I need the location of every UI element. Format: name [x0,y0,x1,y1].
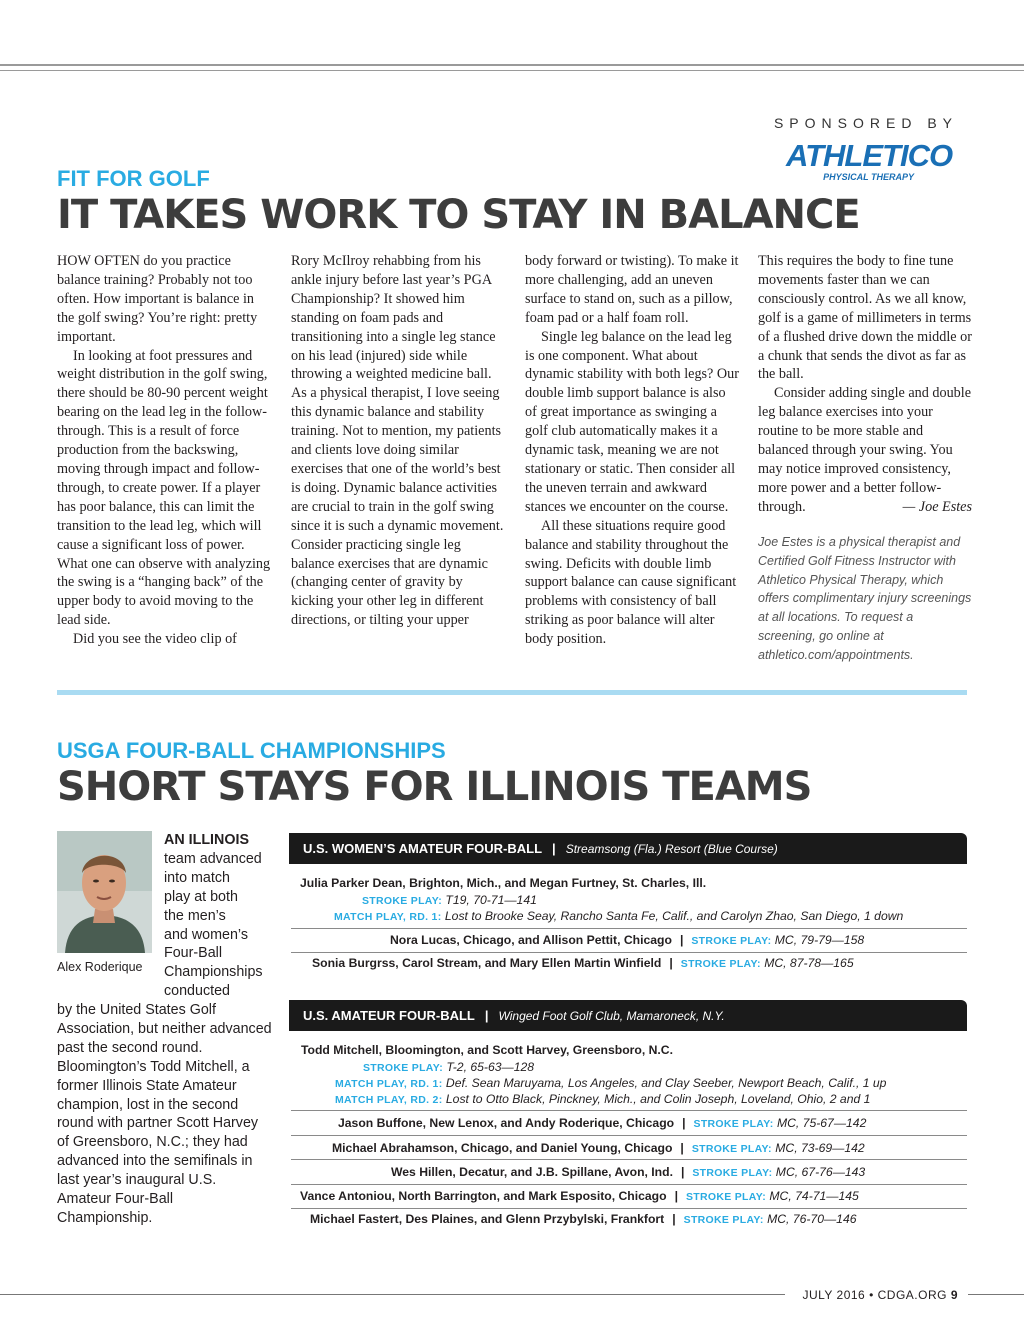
match-play-value: Def. Sean Maruyama, Los Angeles, and Clay Seeber, Newport Beach, Calif., 1 up [445,1076,887,1090]
story-line: team advanced [164,850,262,867]
story-lead: AN ILLINOIS [164,832,249,848]
footer-rule-right [968,1294,1024,1295]
mens-mp1-row [335,1076,886,1090]
top-rule [0,64,1024,66]
footer-rule-left [0,1294,785,1295]
stroke-label: STROKE PLAY: [363,1062,444,1074]
separator: | [682,1116,686,1130]
stroke-value: MC, 79-79—158 [774,933,865,947]
stroke-value: MC, 73-69—142 [775,1141,865,1155]
footer-site: CDGA.ORG [877,1288,947,1302]
womens-result-row [390,933,864,947]
stroke-label: STROKE PLAY: [693,1118,774,1130]
match-play-value: Lost to Brooke Seay, Rancho Santa Fe, Calif., and Carolyn Zhao, San Diego, 1 down [444,909,904,923]
mens-stroke-row [363,1060,534,1074]
story-line: conducted [164,983,230,1000]
photo-caption: Alex Roderique [57,960,143,974]
page-number: 9 [950,1288,958,1302]
mens-header-bar [289,1000,967,1031]
stroke-value: MC, 67-76—143 [775,1165,866,1179]
row-divider [291,1135,967,1136]
match-play-label: MATCH PLAY, RD. 1: [334,911,442,923]
separator: | [679,933,684,947]
paragraph: This requires the body to fine tune movements faster than we can consciously control. As we all know, golf is a game of millimeters in terms of a flushed drive down the middle or a chunk that sends the divot as far as the ball. [758,253,972,383]
paragraph-text: Consider adding single and double leg balance exercises into your routine to be more stable and balanced through your swing. You may notice improved consistency, more power and a better follow-through. [758,385,972,515]
sponsor-label: SPONSORED BY [773,115,958,131]
article1-col2 [291,252,505,630]
team-name: Michael Fastert, Des Plaines, and Glenn Przybylski, Frankfort [310,1212,665,1226]
stroke-value: MC, 87-78—165 [764,956,854,970]
team-name: Vance Antoniou, North Barrington, and Mark Esposito, Chicago [300,1189,667,1203]
team-name: Sonia Burgrss, Carol Stream, and Mary Ellen Martin Winfield [312,956,662,970]
womens-stroke-row [362,893,537,907]
womens-venue: Streamsong (Fla.) Resort (Blue Course) [565,842,778,856]
mens-result-row [332,1141,865,1155]
article2-kicker: USGA FOUR-BALL CHAMPIONSHIPS [57,738,446,763]
top-rule-thin [0,70,1024,71]
paragraph [758,384,972,516]
row-divider [291,1208,967,1209]
portrait-image [57,831,152,953]
footer-issue: JULY 2016 [802,1288,866,1302]
team-name: Wes Hillen, Decatur, and J.B. Spillane, Avon, Ind. [391,1165,673,1179]
mens-mp2-row [335,1092,870,1106]
story-wrap [164,831,274,1001]
paragraph: All these situations require good balance and stability throughout the swing. Deficits with double limb support balance can cause significant problems with consistency of ball striking as poor balance will alter body position. [525,517,737,648]
stroke-value: MC, 75-67—142 [776,1116,867,1130]
paragraph: Did you see the video clip of [73,631,237,648]
section-divider [57,690,967,695]
match-play-label: MATCH PLAY, RD. 1: [335,1078,443,1090]
stroke-value: MC, 74-71—145 [769,1189,859,1203]
match-play-label: MATCH PLAY, RD. 2: [335,1094,443,1106]
story-line: into match [164,869,230,886]
row-divider [291,928,967,929]
mens-result-row [300,1189,859,1203]
separator: | [674,1189,678,1203]
story-line: Championships [164,964,263,981]
stroke-label: STROKE PLAY: [680,958,761,970]
team-name: Jason Buffone, New Lenox, and Andy Roderique, Chicago [338,1116,675,1130]
stroke-label: STROKE PLAY: [685,1191,767,1203]
player-photo [57,831,152,953]
mens-result-row [391,1165,865,1179]
stroke-label: STROKE PLAY: [362,895,443,907]
stroke-label: STROKE PLAY: [692,1167,773,1179]
stroke-value: T19, 70-71—141 [445,893,537,907]
row-divider [291,952,967,953]
article1-col3 [525,252,739,649]
stroke-label: STROKE PLAY: [691,1143,772,1155]
separator: | [672,1212,676,1226]
separator: | [484,1008,489,1023]
footer-bullet: • [869,1288,874,1302]
article1-kicker: FIT FOR GOLF [57,166,210,191]
womens-title: U.S. WOMEN’S AMATEUR FOUR-BALL [303,841,543,856]
logo-name: ATHLETICO [786,138,953,173]
match-play-value: Lost to Otto Black, Pinckney, Mich., and Colin Joseph, Loveland, Ohio, 2 and 1 [445,1092,871,1106]
author-signature: — Joe Estes [902,498,972,515]
stroke-label: STROKE PLAY: [683,1214,764,1226]
paragraph: HOW OFTEN do you practice balance training? Probably not too often. How important is balance in the golf swing? You’re right: pretty important. [57,253,258,345]
row-divider [291,1184,967,1185]
article1-headline: IT TAKES WORK TO STAY IN BALANCE [57,192,860,238]
womens-lead-team: Julia Parker Dean, Brighton, Mich., and Megan Furtney, St. Charles, Ill. [300,876,707,890]
team-name: Nora Lucas, Chicago, and Allison Pettit, Chicago [390,933,672,947]
stroke-value: MC, 76-70—146 [767,1212,857,1226]
mens-result-row [338,1116,866,1130]
separator: | [680,1141,684,1155]
article1-col1 [57,252,271,649]
story-line: play at both [164,888,238,905]
team-name: Michael Abrahamson, Chicago, and Daniel Young, Chicago [332,1141,673,1155]
womens-mp1-row [334,909,903,923]
separator: | [669,956,673,970]
mens-title: U.S. AMATEUR FOUR-BALL [303,1008,475,1023]
row-divider [291,1159,967,1160]
mens-result-row [310,1212,857,1226]
logo-sub: PHYSICAL THERAPY [823,172,914,182]
stroke-label: STROKE PLAY: [691,935,772,947]
page-footer [802,1288,958,1302]
story-line: the men’s [164,907,226,924]
story-line: and women’s [164,926,248,943]
mens-venue: Winged Foot Golf Club, Mamaroneck, N.Y. [498,1009,725,1023]
separator: | [680,1165,685,1179]
separator: | [552,841,556,856]
paragraph: body forward or twisting). To make it more challenging, add an uneven surface to stand on, such as a pillow, foam pad or a half foam roll. [525,253,739,326]
womens-header-bar [289,833,967,864]
mens-lead-team: Todd Mitchell, Bloomington, and Scott Harvey, Greensboro, N.C. [301,1043,673,1057]
womens-result-row [312,956,854,970]
story-line: Four-Ball [164,945,222,962]
story-body: by the United States Golf Association, but neither advanced past the second round. Bloomington’s Todd Mitchell, a former Illinois State Amateur champion, lost in the second round with partner Scott Harvey of Greensboro, N.C.; they had advanced into the semifinals in last year’s inaugural U.S. Amateur Four-Ball Championship. [57,1002,272,1226]
paragraph: In looking at foot pressures and weight distribution in the golf swing, there should be 80-90 percent weight bearing on the lead leg in the follow-through. This is a result of force production from the backswing, moving through impact and follow-through, to create power. If a player has poor balance, this can limit the transition to the lead leg, which will cause a significant loss of power. What one can observe with analyzing the swing is a “hanging back” of the upper body to avoid moving to the lead side. [57,347,271,629]
stroke-value: T-2, 65-63—128 [446,1060,535,1074]
article1-col4 [758,252,972,665]
author-bio: Joe Estes is a physical therapist and Certified Golf Fitness Instructor with Athletico Physical Therapy, which offers complimentary injury screenings at all locations. To request a screening, go online at athletico.com/appointments. [758,534,972,663]
paragraph: Rory McIlroy rehabbing from his ankle injury before last year’s PGA Championship? It showed him standing on foam pads and transitioning into a single leg stance on his lead (injured) side while throwing a weighted medicine ball. As a physical therapist, I love seeing this dynamic balance and stability training. Not to mention, my patients and clients love doing similar exercises that one of the world’s best is doing. Dynamic balance activities are crucial to train in the golf swing since it is such a dynamic movement. Consider practicing single leg balance exercises that are dynamic (changing center of gravity by kicking your other leg in different directions, or tilting your upper [291,253,504,629]
article2-headline: SHORT STAYS FOR ILLINOIS TEAMS [57,764,812,810]
paragraph: Single leg balance on the lead leg is one component. What about dynamic stability with both legs? Our double limb support balance is also of great importance as swinging a golf club automatically makes it a dynamic task, meaning we are not stationary or static. Then consider all the uneven terrain and awkward stances we encounter on the course. [525,328,739,515]
athletico-logo [786,140,966,182]
row-divider [291,1110,967,1111]
